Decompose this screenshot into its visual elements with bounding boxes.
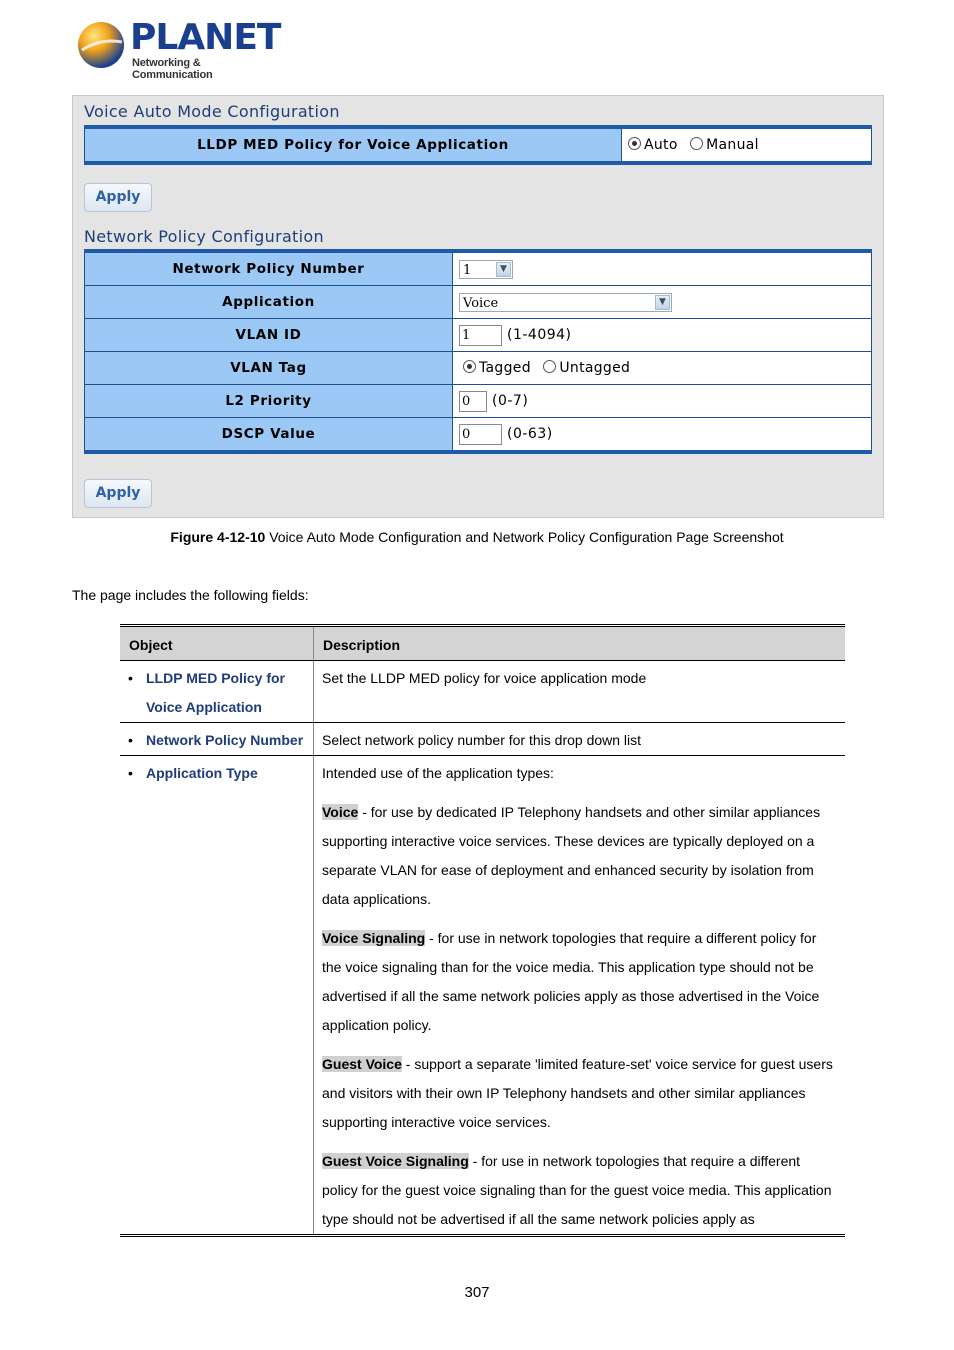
l2-priority-input[interactable]: 0 [459, 391, 487, 412]
policy-number-cell [453, 251, 872, 286]
table-header-row [120, 626, 845, 661]
policy-number-value: 1 [463, 262, 472, 278]
desc-application-type [314, 756, 846, 1236]
untagged-radio[interactable] [543, 360, 556, 373]
term-guest-voice: Guest Voice [322, 1056, 402, 1072]
text-guest-voice-signaling: - for use in network topologies that require a different policy for the guest voice signaling than for the guest voice media. This application type should not be advertised if all the same network policies apply as [322, 1153, 832, 1227]
application-select[interactable] [459, 293, 672, 312]
object-application-type: • Application Type [128, 759, 305, 788]
policy-number-select[interactable] [459, 260, 513, 279]
dscp-value-input[interactable]: 0 [459, 424, 502, 445]
auto-radio[interactable] [628, 137, 641, 150]
page-number: 307 [464, 1284, 490, 1301]
dscp-value-label: DSCP Value [85, 418, 453, 453]
vlan-id-label: VLAN ID [85, 319, 453, 352]
l2-priority-cell [453, 385, 872, 418]
vlan-id-input[interactable]: 1 [459, 325, 502, 346]
header-description: Description [314, 626, 846, 661]
network-policy-title: Network Policy Configuration [84, 227, 324, 246]
table-row [120, 756, 845, 1236]
l2-priority-label: L2 Priority [85, 385, 453, 418]
dscp-value-hint: (0-63) [507, 426, 553, 442]
term-voice-signaling: Voice Signaling [322, 930, 426, 946]
tagged-radio[interactable] [463, 360, 476, 373]
logo-tagline: Networking & Communication [132, 57, 213, 81]
vlan-tag-label: VLAN Tag [85, 352, 453, 385]
text-voice-signaling: - for use in network topologies that require a different policy for the voice signaling than for the voice media. This application type should not be advertised if all the same network policies apply as those advertised in the Voice application policy. [322, 930, 820, 1033]
text-guest-voice: - support a separate 'limited feature-set' voice service for guest users and visitors with their own IP Telephony handsets and other similar appliances supporting interactive voice services. [322, 1056, 833, 1130]
object-network-policy: • Network Policy Number [128, 726, 305, 755]
network-policy-table [84, 249, 872, 454]
planet-logo [76, 17, 281, 81]
app-guest-voice [322, 1050, 837, 1137]
policy-number-label: Network Policy Number [85, 251, 453, 286]
figure-number: Figure 4-12-10 [170, 529, 266, 545]
voice-auto-label: LLDP MED Policy for Voice Application [85, 127, 622, 163]
app-voice-signaling [322, 924, 837, 1040]
desc-lldp-med: Set the LLDP MED policy for voice application mode [314, 661, 846, 723]
tagged-label: Tagged [479, 360, 531, 376]
l2-priority-hint: (0-7) [492, 393, 529, 409]
chevron-down-icon: ▼ [655, 295, 670, 310]
term-guest-voice-signaling: Guest Voice Signaling [322, 1153, 469, 1169]
config-screenshot [72, 95, 884, 518]
untagged-label: Untagged [559, 360, 631, 376]
manual-radio[interactable] [690, 137, 703, 150]
fields-table [120, 624, 845, 1237]
logo-brand: PLANET [130, 17, 281, 58]
application-value: Voice [463, 295, 499, 311]
voice-auto-table [84, 125, 872, 165]
app-guest-voice-signaling [322, 1147, 837, 1234]
vlan-id-hint: (1-4094) [507, 327, 572, 343]
manual-label: Manual [706, 137, 759, 153]
table-row [120, 661, 845, 723]
figure-text: Voice Auto Mode Configuration and Network Policy Configuration Page Screenshot [265, 529, 784, 545]
text-voice: - for use by dedicated IP Telephony handsets and other similar appliances supporting interactive voice services. These devices are typically deployed on a separate VLAN for ease of deployment and enhanced security by isolation from data applications. [322, 804, 821, 907]
object-lldp-med: • LLDP MED Policy for Voice Application [128, 664, 305, 722]
voice-auto-title: Voice Auto Mode Configuration [84, 102, 340, 121]
intro-text: The page includes the following fields: [72, 587, 309, 603]
figure-caption [0, 529, 954, 545]
vlan-tag-cell [453, 352, 872, 385]
application-label: Application [85, 286, 453, 319]
apply-button-network-policy[interactable]: Apply [84, 479, 152, 508]
desc-network-policy: Select network policy number for this drop down list [314, 723, 846, 756]
application-intro: Intended use of the application types: [322, 765, 554, 781]
auto-label: Auto [644, 137, 678, 153]
voice-auto-options [622, 127, 872, 163]
term-voice: Voice [322, 804, 359, 820]
table-row [120, 723, 845, 756]
application-cell [453, 286, 872, 319]
dscp-value-cell [453, 418, 872, 453]
chevron-down-icon: ▼ [496, 262, 511, 277]
vlan-id-cell [453, 319, 872, 352]
app-voice [322, 798, 837, 914]
globe-icon [76, 20, 126, 70]
header-object: Object [120, 626, 314, 661]
apply-button-voice-auto[interactable]: Apply [84, 183, 152, 212]
